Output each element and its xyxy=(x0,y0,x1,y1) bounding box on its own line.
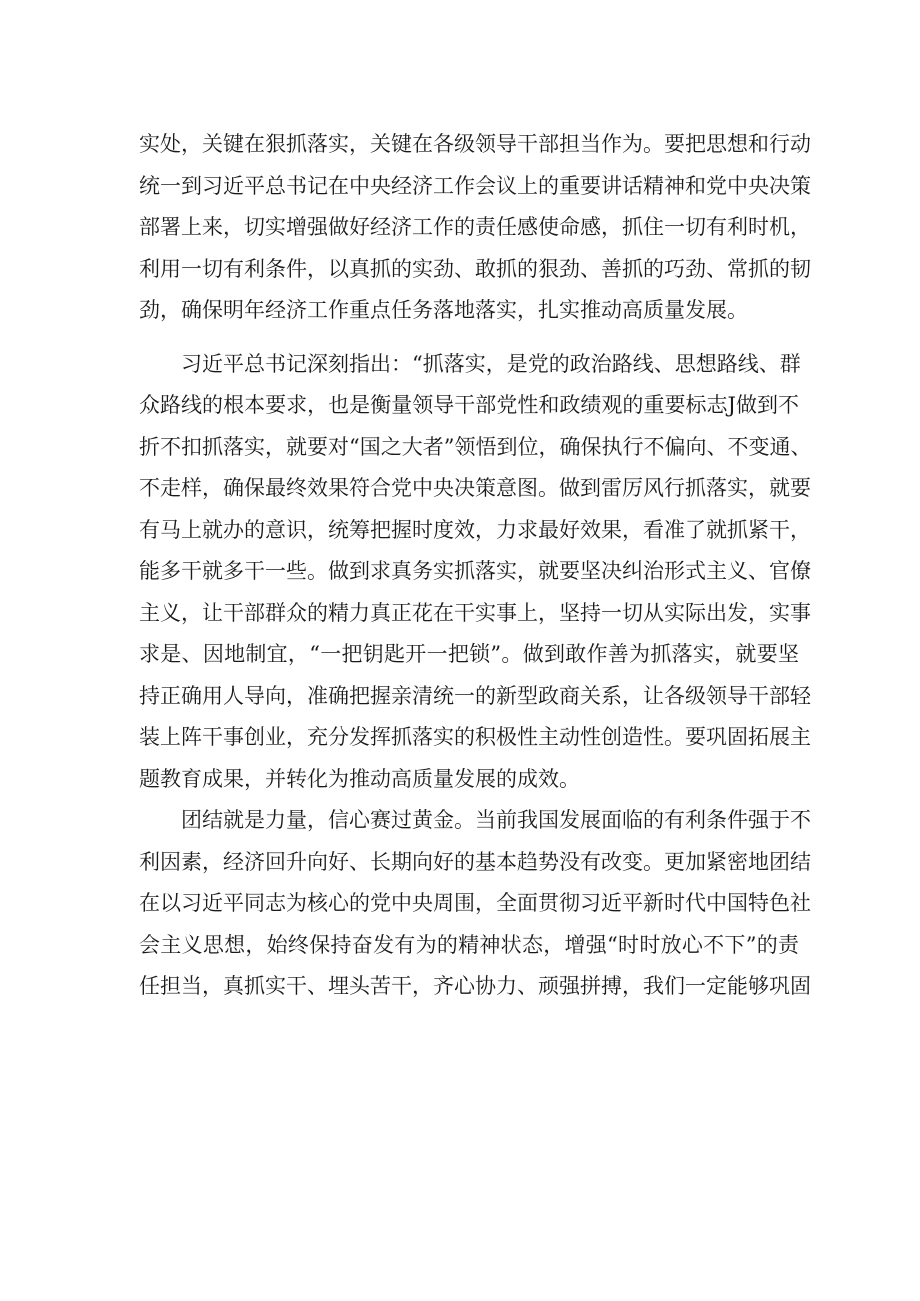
paragraph-line: 主义，让干部群众的精力真正花在干实事上，坚持一切从实际出发，实事 xyxy=(139,600,811,625)
paragraph-line: 习近平总书记深刻指出：“抓落实，是党的政治路线、思想路线、群 xyxy=(181,351,801,376)
paragraph-line: 劲，确保明年经济工作重点任务落地落实，扎实推动高质量发展。 xyxy=(139,298,748,322)
paragraph-line: 利因素，经济回升向好、长期向好的基本趋势没有改变。更加紧密地团结 xyxy=(139,849,811,874)
paragraph-line: 统一到习近平总书记在中央经济工作会议上的重要讲话精神和党中央决策 xyxy=(139,173,811,198)
paragraph-line: 持正确用人导向，准确把握亲清统一的新型政商关系，让各级领导干部轻 xyxy=(139,683,811,708)
paragraph-line: 实处，关键在狠抓落实，关键在各级领导干部担当作为。要把思想和行动 xyxy=(139,132,811,156)
paragraph-line: 会主义思想，始终保持奋发有为的精神状态，增强“时时放心不下”的责 xyxy=(139,932,799,957)
paragraph-line: 折不扣抓落实，就要对“国之大者”领悟到位，确保执行不偏向、不变通、 xyxy=(139,434,812,459)
paragraph-line: 能多干就多干一些。做到求真务实抓落实，就要坚决纠治形式主义、官僚 xyxy=(139,559,811,583)
paragraph-line: 有马上就办的意识，统筹把握时度效，力求最好效果，看准了就抓紧干， xyxy=(139,517,811,542)
paragraph-line: 任担当，真抓实干、埋头苦干，齐心协力、顽强拼搏，我们一定能够巩固 xyxy=(139,974,811,998)
paragraph-line: 题教育成果，并转化为推动高质量发展的成效。 xyxy=(139,766,580,791)
paragraph-line: 众路线的根本要求，也是衡量领导干部党性和政绩观的重要标志J做到不 xyxy=(139,393,799,417)
document-body xyxy=(139,124,812,1008)
paragraph-line: 部署上来，切实增强做好经济工作的责任感使命感，抓住一切有利时机， xyxy=(139,215,811,239)
paragraph-line: 利用一切有利条件，以真抓的实劲、敢抓的狠劲、善抓的巧劲、常抓的韧 xyxy=(139,256,811,281)
paragraph-gap xyxy=(139,332,799,344)
paragraph-3 xyxy=(139,800,811,1008)
paragraph-line: 团结就是力量，信心赛过黄金。当前我国发展面临的有利条件强于不 xyxy=(181,808,811,832)
paragraph-line: 求是、因地制宜，“一把钥匙开一把锁”。做到敢作善为抓落实，就要坚 xyxy=(139,642,799,666)
paragraph-line: 装上阵干事创业，充分发挥抓落实的积极性主动性创造性。要巩固拓展主 xyxy=(139,725,811,749)
paragraph-line: 不走样，确保最终效果符合党中央决策意图。做到雷厉风行抓落实，就要 xyxy=(139,476,811,500)
paragraph-2 xyxy=(139,344,812,801)
paragraph-1 xyxy=(139,124,811,332)
paragraph-line: 在以习近平同志为核心的党中央周围，全面贯彻习近平新时代中国特色社 xyxy=(139,891,811,915)
